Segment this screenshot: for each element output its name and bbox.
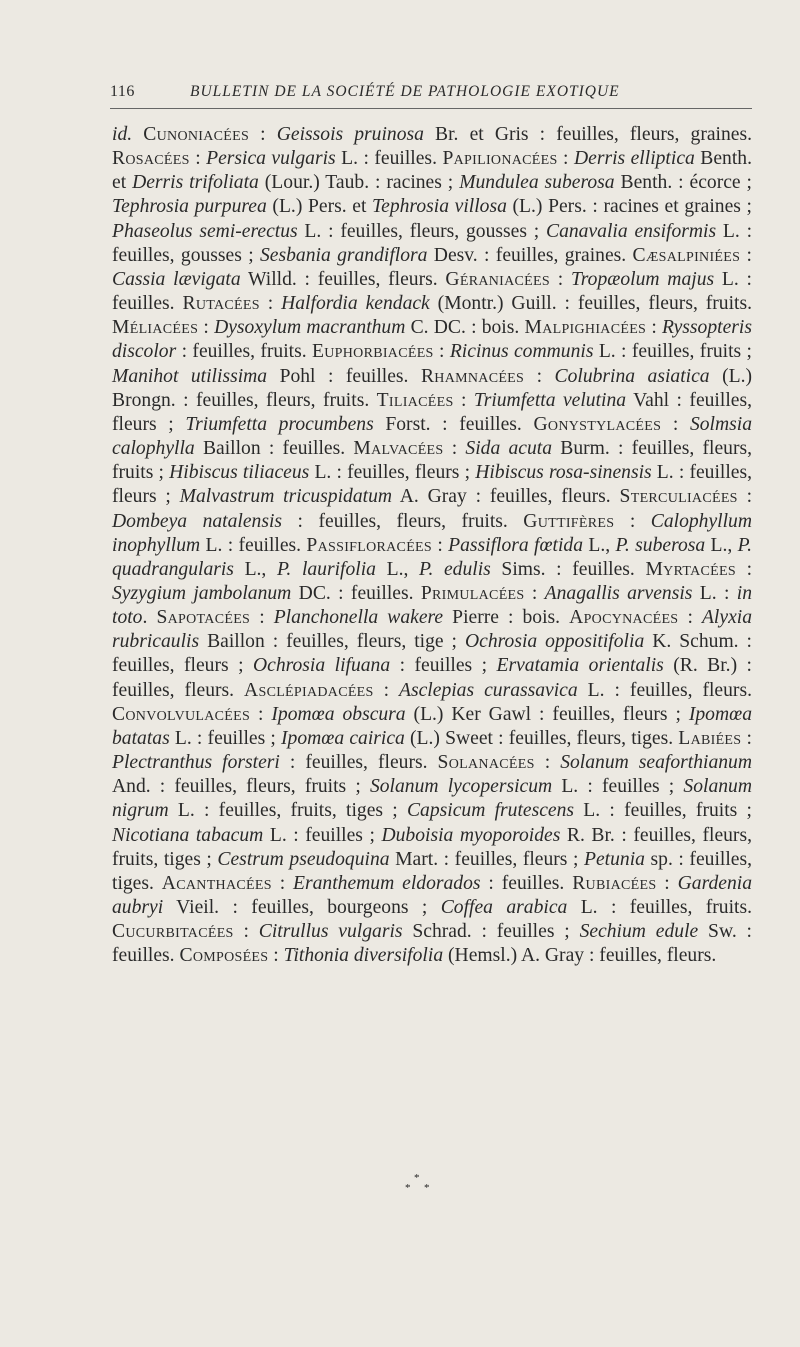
- body-text-run: (Hemsl.) A. Gray : feuilles, fleurs.: [443, 945, 717, 967]
- body-text-run: Desv. : feuilles, graines.: [427, 244, 633, 266]
- taxon-name: Dysoxylum macranthum: [214, 317, 406, 339]
- body-text-run: (L.) Sweet : feuilles, fleurs, tiges.: [404, 727, 679, 749]
- body-text-run: L. : feuilles, fruits ;: [593, 341, 752, 363]
- body-text-run: L. : feuilles, fleurs.: [577, 679, 752, 701]
- body-text-run: (L.) Pers. et: [266, 196, 373, 218]
- body-text-run: :: [268, 945, 284, 967]
- family-name: Géraniacées: [445, 268, 550, 290]
- body-text-run: K. Schum. : feuilles, fleurs ;: [112, 631, 753, 677]
- taxon-name: Ricinus communis: [449, 341, 594, 363]
- taxon-name: Citrullus vulgaris: [258, 921, 403, 943]
- body-text-run: L. : feuilles.: [200, 534, 307, 556]
- taxon-name: Planchonella wakere: [273, 607, 444, 629]
- body-text-run: :: [656, 872, 678, 894]
- family-name: Asclépiadacées: [244, 679, 374, 701]
- body-text-run: (R. Br.) : feuilles, fleurs.: [112, 655, 752, 701]
- body-text-run: :: [433, 341, 450, 363]
- taxon-name: Coffea arabica: [440, 897, 568, 918]
- body-text-run: :: [534, 752, 561, 774]
- body-text-run: Pohl : feuilles.: [267, 365, 421, 387]
- body-text-run: And. : feuilles, fleurs, fruits ;: [112, 776, 370, 798]
- taxon-name: Hibiscus rosa-sinensis: [475, 462, 652, 484]
- ornament-star: *: [424, 1182, 430, 1194]
- taxon-name: Hibiscus tiliaceus: [169, 462, 310, 484]
- taxon-name: Solanum seaforthianum: [560, 752, 753, 774]
- taxon-name: Sesbania grandiflora: [260, 244, 428, 266]
- body-text-run: Pierre : bois.: [443, 607, 570, 629]
- taxon-name: Ipomœa cairica: [281, 727, 405, 749]
- body-text-run: L. : feuilles ;: [263, 824, 382, 846]
- family-name: Cunoniacées: [143, 124, 250, 145]
- body-text-run: Vieil. : feuilles, bourgeons ;: [163, 897, 441, 918]
- taxon-name: Ipomœa batatas: [112, 703, 752, 749]
- body-text-run: : feuilles, fruits.: [176, 341, 312, 363]
- body-text-run: :: [250, 703, 272, 725]
- taxon-name: Calophyllum inophyllum: [112, 510, 752, 556]
- body-text-run: L.,: [375, 558, 420, 580]
- taxon-name: Eranthemum eldorados: [293, 872, 481, 894]
- taxon-name: Ochrosia oppositifolia: [464, 631, 645, 653]
- body-text-run: :: [189, 148, 207, 170]
- body-text-run: A. Gray : feuilles, fleurs.: [392, 486, 620, 508]
- body-text-run: :: [735, 558, 753, 580]
- body-text-run: L. : feuilles, fleurs, gousses ;: [297, 220, 547, 242]
- body-text-run: L. : feuilles.: [112, 268, 752, 315]
- family-name: Malpighiacées: [524, 317, 647, 339]
- body-text-run: :: [432, 534, 449, 556]
- taxon-name: Petunia: [584, 848, 645, 870]
- body-text-run: :: [198, 317, 215, 339]
- taxon-name: Malvastrum tricuspidatum: [179, 486, 393, 508]
- taxon-name: Dombeya natalensis: [112, 510, 283, 532]
- family-name: Rubiacées: [572, 872, 657, 894]
- taxon-name: Halfordia kendack: [281, 293, 430, 315]
- body-text-run: Benth. et: [112, 148, 752, 194]
- body-text-run: :: [614, 510, 651, 532]
- taxon-name: Nicotiana tabacum: [112, 824, 264, 846]
- taxon-name: Passiflora fœtida: [448, 534, 584, 556]
- body-text-run: :: [678, 607, 702, 629]
- body-text-run: L.,: [705, 534, 738, 556]
- family-name: Méliacées: [112, 317, 199, 339]
- taxon-name: Ochrosia lifuana: [252, 655, 391, 677]
- body-text-run: L. : feuilles, fleurs ;: [309, 462, 476, 484]
- body-text-run: :: [661, 413, 690, 435]
- body-text-run: Benth. : écorce ;: [614, 172, 752, 194]
- taxon-name: Triumfetta velutina: [473, 389, 627, 411]
- body-text-run: :: [271, 872, 294, 894]
- body-text-run: :: [557, 148, 574, 170]
- family-name: Gonystylacées: [533, 413, 662, 435]
- body-text-run: :: [549, 268, 571, 290]
- body-text-run: Schrad. : feuilles ;: [402, 921, 580, 943]
- body-text-run: :: [740, 244, 753, 266]
- body-text-run: L. : feuilles ;: [169, 727, 282, 749]
- taxon-name: Geissois pruinosa: [276, 124, 424, 145]
- body-text-run: :: [250, 607, 274, 629]
- body-text-run: Willd. : feuilles, fleurs.: [240, 268, 446, 290]
- taxon-name: Mundulea suberosa: [459, 172, 615, 194]
- body-text-run: L.,: [233, 558, 277, 580]
- taxon-name: Derris elliptica: [573, 148, 695, 170]
- family-name: Tiliacées: [376, 389, 454, 411]
- ornament-star: *: [405, 1182, 411, 1194]
- taxon-name: P. edulis: [419, 558, 491, 580]
- family-name: Sterculiacées: [619, 486, 738, 508]
- taxon-name: Canavalia ensiformis: [546, 220, 717, 242]
- taxon-name: Cestrum pseudoquina: [217, 848, 390, 870]
- body-text-run: DC. : feuilles.: [291, 582, 421, 604]
- body-text-run: .: [142, 607, 157, 629]
- taxon-name: Plectranthus forsteri: [112, 752, 280, 774]
- taxon-name: in toto: [112, 582, 752, 629]
- body-text-run: :: [249, 124, 277, 145]
- body-text-run: L. : feuilles ;: [552, 776, 684, 798]
- body-text-run: (L.) Pers. : racines et graines ;: [506, 196, 752, 218]
- taxon-name: Persica vulgaris: [206, 148, 336, 170]
- taxon-name: Ervatamia orientalis: [496, 655, 664, 677]
- taxon-name: Tephrosia purpurea: [112, 196, 267, 218]
- body-text-run: sp. : feuilles, tiges.: [112, 848, 753, 894]
- body-text-run: L. : feuilles, gousses ;: [112, 220, 753, 266]
- body-text-run: : feuilles ;: [390, 655, 497, 677]
- body-text-run: :: [373, 679, 400, 701]
- body-text-run: L. : feuilles, fleurs ;: [112, 462, 753, 508]
- page-number: 116: [110, 83, 135, 100]
- body-text-run: C. DC. : bois.: [405, 317, 525, 339]
- body-text-run: (L.) Ker Gawl : feuilles, fleurs ;: [405, 703, 689, 725]
- family-name: Labiées: [678, 727, 742, 749]
- taxon-name: Solanum lycopersicum: [369, 776, 553, 798]
- taxon-name: Syzygium jambolanum: [112, 582, 292, 604]
- family-name: Cucurbitacées: [112, 921, 234, 943]
- section-ornament: [405, 1173, 435, 1203]
- body-text-run: :: [524, 365, 555, 387]
- taxon-name: Cassia lævigata: [112, 268, 241, 290]
- body-text-run: :: [453, 389, 474, 411]
- running-title: BULLETIN DE LA SOCIÉTÉ DE PATHOLOGIE EXOTIQUE: [190, 83, 620, 100]
- taxon-name: Duboisia myoporoides: [381, 824, 561, 846]
- family-name: Primulacées: [420, 582, 525, 604]
- body-paragraph: [112, 123, 752, 968]
- body-text-run: : feuilles, fleurs, fruits.: [282, 510, 524, 532]
- body-text-run: L. :: [692, 582, 737, 604]
- ornament-star: *: [414, 1172, 420, 1184]
- body-text-run: Vahl : feuilles, fleurs ;: [112, 389, 752, 435]
- family-name: Rosacées: [112, 148, 190, 170]
- family-name: Euphorbiacées: [311, 341, 434, 363]
- body-text-run: R. Br. : feuilles, fleurs, fruits, tiges ;: [112, 824, 752, 870]
- body-text-run: : feuilles.: [480, 872, 573, 894]
- body-text-run: : feuilles, fleurs.: [279, 752, 438, 774]
- body-text-run: L. : feuilles.: [335, 148, 443, 170]
- taxon-name: Asclepias curassavica: [399, 679, 578, 701]
- taxon-name: Solanum nigrum: [112, 776, 752, 822]
- family-name: Composées: [179, 945, 269, 967]
- taxon-name: Tithonia diversifolia: [283, 945, 444, 967]
- taxon-name: Tephrosia villosa: [372, 196, 507, 218]
- family-name: Acanthacées: [161, 872, 272, 894]
- taxon-name: Alyxia rubricaulis: [112, 607, 753, 653]
- header-rule: [110, 108, 752, 109]
- body-text-run: L. : feuilles, fruits ;: [574, 800, 752, 822]
- taxon-name: Triumfetta procumbens: [185, 413, 374, 435]
- taxon-name: Derris trifoliata: [132, 172, 259, 194]
- taxon-name: Ryssopteris discolor: [112, 317, 752, 363]
- family-name: Rhamnacées: [420, 365, 525, 387]
- body-text-run: Forst. : feuilles.: [373, 413, 534, 435]
- taxon-name: Solmsia calophylla: [112, 413, 753, 460]
- body-text-run: Baillon : feuilles, fleurs, tige ;: [199, 631, 465, 653]
- family-name: Rutacées: [182, 293, 260, 315]
- taxon-name: P. quadrangularis: [112, 534, 752, 580]
- body-text-run: :: [524, 582, 545, 604]
- family-name: Myrtacées: [645, 558, 736, 580]
- taxon-name: Tropæolum majus: [570, 268, 715, 290]
- body-text-run: :: [233, 921, 259, 943]
- body-text-run: Sw. : feuilles.: [112, 921, 753, 967]
- family-name: Malvacées: [353, 438, 444, 460]
- body-text-run: [132, 124, 143, 145]
- family-name: Sapotacées: [156, 607, 251, 629]
- page-header: [110, 83, 752, 109]
- family-name: Apocynacées: [569, 607, 679, 629]
- body-text-run: (Montr.) Guill. : feuilles, fleurs, fruits.: [429, 293, 753, 315]
- taxon-name: Ipomœa obscura: [271, 703, 406, 725]
- taxon-name: P. laurifolia: [276, 558, 376, 580]
- body-text-run: (L.) Brongn. : feuilles, fleurs, fruits.: [112, 365, 752, 411]
- family-name: Papilionacées: [442, 148, 558, 170]
- body-text-run: L. : feuilles, fruits.: [567, 897, 752, 918]
- body-text-run: Br. et Gris : feuilles, fleurs, graines.: [423, 124, 752, 145]
- family-name: Cæsalpiniées: [632, 244, 741, 266]
- body-text-run: (Lour.) Taub. : racines ;: [258, 172, 460, 194]
- family-name: Passifloracées: [306, 534, 432, 556]
- body-text-run: L.,: [583, 534, 616, 556]
- taxon-name: P. suberosa: [615, 534, 706, 556]
- body-text-run: :: [646, 317, 662, 339]
- body-text-run: :: [259, 293, 282, 315]
- taxon-name: Sechium edule: [579, 921, 699, 943]
- body-text-run: Burm. : feuilles, fleurs, fruits ;: [112, 438, 752, 484]
- family-name: Solanacées: [437, 752, 535, 774]
- taxon-name: Phaseolus semi-erectus: [112, 220, 298, 242]
- taxon-name: Sida acuta: [465, 438, 553, 460]
- taxon-name: Capsicum frutescens: [406, 800, 575, 822]
- taxon-name: id.: [112, 124, 133, 145]
- body-text-run: :: [443, 438, 466, 460]
- family-name: Guttifères: [523, 510, 615, 532]
- body-text-run: :: [741, 727, 752, 749]
- body-text-run: Sims. : feuilles.: [490, 558, 646, 580]
- body-text-run: :: [737, 486, 753, 508]
- taxon-name: Manihot utilissima: [112, 365, 268, 387]
- body-text-run: Baillon : feuilles.: [194, 438, 354, 460]
- body-text-run: Mart. : feuilles, fleurs ;: [389, 848, 585, 870]
- taxon-name: Colubrina asiatica: [554, 365, 710, 387]
- taxon-name: Anagallis arvensis: [544, 582, 693, 604]
- family-name: Convolvulacées: [112, 703, 251, 725]
- taxon-name: Gardenia aubryi: [112, 872, 753, 918]
- body-text-run: L. : feuilles, fruits, tiges ;: [168, 800, 407, 822]
